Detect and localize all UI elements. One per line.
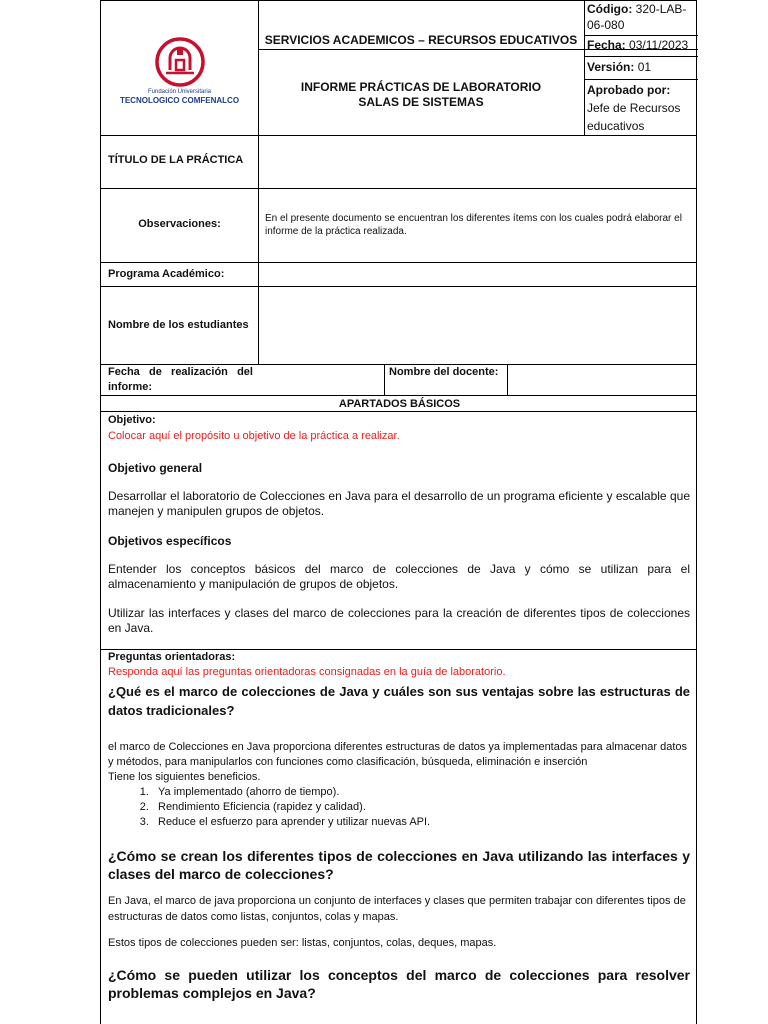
objetivo-hint: Colocar aquí el propósito u objetivo de la práctica a realizar. [108, 430, 400, 442]
objetivo-especifico-1: Entender los conceptos básicos del marco de colecciones de Java y cómo se utilizan para el almacenamiento y manipulación de grupos de objetos. [108, 562, 690, 591]
objetivo-section [108, 413, 690, 636]
aprobado-cell [587, 81, 695, 135]
version-cell [587, 59, 695, 75]
preguntas-label: Preguntas orientadoras: [108, 651, 236, 663]
version-value: 01 [637, 60, 652, 74]
estudiantes-field[interactable] [259, 287, 697, 364]
objetivo-label: Objetivo: [108, 414, 156, 426]
header-title-services: SERVICIOS ACADEMICOS – RECURSOS EDUCATIVOS [264, 33, 578, 47]
list-item: 3. Reduce el esfuerzo para aprender y utilizar nuevas API. [152, 815, 690, 830]
objetivos-especificos-heading: Objetivos específicos [108, 534, 232, 548]
programa-label: Programa Académico: [108, 268, 225, 280]
answer-2-paragraph: En Java, el marco de java proporciona un conjunto de interfaces y clases que permiten trabajar con diferentes tipos de estructuras de datos como listas, conjuntos, colas y mapas. [108, 895, 686, 923]
question-2: ¿Cómo se crean los diferentes tipos de colecciones en Java utilizando las interfaces y clases del marco de colecciones? [108, 848, 690, 882]
apartados-heading: APARTADOS BÁSICOS [338, 398, 461, 410]
aprobado-value: Jefe de Recursos educativos [587, 101, 681, 133]
codigo-value: 320-LAB-06-080 [587, 2, 687, 32]
answer-2-types: Estos tipos de colecciones pueden ser: listas, conjuntos, colas, deques, mapas. [108, 937, 497, 949]
observaciones-label: Observaciones: [138, 218, 221, 230]
institution-logo [101, 30, 258, 115]
objetivo-general-text: Desarrollar el laboratorio de Colecciones en Java para el desarrollo de un programa eficiente y escalable que manejen y manipulen grupos de objetos. [108, 489, 690, 518]
answer-1-benefits-intro: Tiene los siguientes beneficios. [108, 771, 261, 783]
logo-emblem-icon [154, 36, 206, 88]
question-1: ¿Qué es el marco de colecciones de Java y cuáles son sus ventajas sobre las estructuras de datos tradicionales? [108, 684, 690, 718]
fecha-doc-value: 03/11/2023 [629, 38, 689, 52]
codigo-cell [587, 1, 695, 33]
benefits-list [108, 785, 690, 830]
preguntas-hint: Responda aquí las preguntas orientadoras consignadas en la guía de laboratorio. [108, 666, 506, 678]
codigo-label: Código: [587, 2, 633, 16]
version-label: Versión: [587, 60, 635, 74]
logo-org-bottom: TECNOLOGICO COMFENALCO [119, 96, 240, 105]
document-page [100, 0, 697, 1024]
fecha-cell [587, 37, 695, 53]
fecha-realizacion-field[interactable] [259, 365, 384, 394]
programa-field[interactable] [259, 263, 697, 286]
docente-label: Nombre del docente: [389, 366, 499, 378]
observaciones-value: En el presente documento se encuentran los diferentes ítems con los cuales podrá elaborar el informe de la práctica realizada. [265, 213, 682, 237]
fecha-doc-label: Fecha: [587, 38, 626, 52]
titulo-field[interactable] [259, 136, 697, 188]
logo-org-top: Fundación Universitaria [147, 89, 212, 95]
question-3: ¿Cómo se pueden utilizar los conceptos del marco de colecciones para resolver problemas complejos en Java? [108, 967, 690, 1001]
docente-field[interactable] [508, 365, 697, 394]
list-item: 2. Rendimiento Eficiencia (rapidez y calidad). [152, 800, 690, 815]
titulo-label: TÍTULO DE LA PRÁCTICA [108, 154, 244, 166]
objetivo-especifico-2: Utilizar las interfaces y clases del marco de colecciones para la creación de diferentes tipos de colecciones en Java. [108, 606, 690, 635]
aprobado-label: Aprobado por: [587, 83, 671, 97]
list-item: 1. Ya implementado (ahorro de tiempo). [152, 785, 690, 800]
preguntas-section [108, 650, 690, 1002]
estudiantes-label: Nombre de los estudiantes [108, 319, 249, 331]
answer-1-paragraph: el marco de Colecciones en Java proporciona diferentes estructuras de datos ya implementadas para almacenar datos y métodos, para manipularlos con funciones como clasificación, búsqueda, eliminación e inserción [108, 741, 688, 768]
header-title-report: INFORME PRÁCTICAS DE LABORATORIO SALAS DE SISTEMAS [300, 80, 542, 109]
fecha-realizacion-label: Fecha de realización del informe: [108, 366, 253, 393]
objetivo-general-heading: Objetivo general [108, 461, 203, 475]
